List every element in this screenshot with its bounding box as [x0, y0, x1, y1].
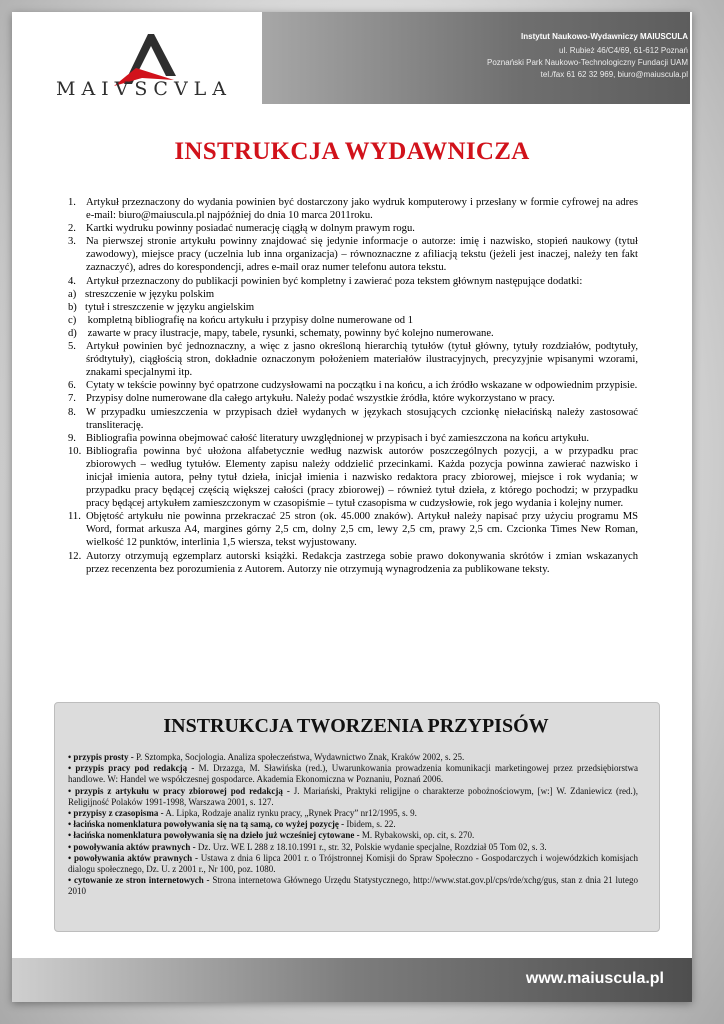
item-text: Kartki wydruku powinny posiadać numerację ciągłą w dolnym prawym rogu. [86, 223, 415, 235]
item-text: Autorzy otrzymują egzemplarz autorski książki. Redakcja zastrzega sobie prawo dokonywania skrótów i zmian wskazanych przez recenzenta bez porozumienia z Autorem. Autorzy nie otrzymują wynagrodzenia za publikowane teksty. [86, 550, 638, 575]
contact-line: tel./fax 61 62 32 969, biuro@maiuscula.pl [540, 70, 688, 79]
footnote-text: Ibidem, s. 22. [344, 819, 396, 830]
item-text: Objętość artykułu nie powinna przekraczać 25 stron (ok. 45.000 znaków). Artykuł należy napisać przy użyciu programu MS Word, format arkusza A4, margines górny 2,5 cm, dolny 2,5 cm, lewy 2,5 cm, prawy 2,5 cm. Czcionka Times New Roman, wielkość 12 punktów, interlinia 1,5 wiersza, tekst wyjustowany. [86, 511, 638, 549]
footnote-text: M. Drzazga, M. Sławińska (red.), Uwarunkowania prowadzenia komunikacji marketingowej przez przedsiębiorstwa handlowe. W: Handel we współczesnej gospodarce. Akademia Ekonomiczna w Poznaniu, Poznań 2006. [68, 763, 638, 785]
footnotes-list [68, 752, 638, 898]
sub-list-item [68, 314, 638, 327]
item-number: 2. [68, 223, 76, 235]
sub-text: kompletną bibliografię na końcu artykułu i przypisy dolne numerowane od 1 [85, 314, 414, 326]
footnote-entry [68, 830, 638, 841]
address-line: Poznański Park Naukowo-Technologiczny Fundacji UAM [487, 58, 688, 67]
footnote-key: • łacińska nomenklatura powoływania się na tą samą, co wyżej pozycję - [68, 819, 345, 830]
institute-name: Instytut Naukowo-Wydawniczy MAIUSCULA [521, 32, 688, 41]
sub-label: d) [68, 327, 77, 339]
item-text: Artykuł przeznaczony do wydania powinien być dostarczony jako wydruk komputerowy i przesłany w formie cyfrowej na adres e-mail: biuro@maiuscula.pl najpóźniej do dnia 10 marca 2011roku. [86, 197, 638, 222]
sub-text: streszczenie w języku polskim [85, 288, 215, 300]
footnote-key: • powoływania aktów prawnych - [68, 841, 196, 852]
list-item [68, 196, 638, 222]
item-number: 4. [68, 275, 76, 287]
footnote-text: Dz. Urz. WE L 288 z 18.10.1991 r., str. 32, Polskie wydanie specjalne, Rozdział 05 Tom 02, s. 3. [195, 841, 547, 852]
footnote-text: P. Sztompka, Socjologia. Analiza społeczeństwa, Wydawnictwo Znak, Kraków 2002, s. 25. [133, 752, 465, 762]
list-item [68, 340, 638, 379]
item-number: 5. [68, 341, 76, 353]
footer-website-link[interactable]: www.maiuscula.pl [525, 970, 664, 987]
footnotes-title: INSTRUKCJA TWORZENIA PRZYPISÓW [163, 715, 549, 737]
footnote-key: • powoływania aktów prawnych - [68, 852, 198, 863]
footnote-entry [68, 786, 638, 808]
item-text: Cytaty w tekście powinny być opatrzone cudzysłowami na początku i na końcu, a ich źródło wskazane w odpowiednim przypisie. [86, 380, 638, 392]
footnote-text: J. Mariański, Praktyki religijne o charakterze pobożnościowym, [w:] W. Zdaniewicz (red.), Religijność Polaków 1991-1998, Warszawa 2001, s. 127. [68, 785, 639, 807]
footnote-key: • przypis pracy pod redakcją - [68, 763, 195, 774]
footnote-key: • przypisy z czasopisma - [68, 808, 164, 819]
sub-list-item [68, 301, 638, 314]
footnote-entry [68, 819, 638, 830]
sub-text: zawarte w pracy ilustracje, mapy, tabele, rysunki, schematy, powinny być kolejno numerowane. [85, 327, 494, 339]
footnote-key: • przypis prosty - [68, 752, 134, 762]
item-number: 8. [68, 406, 76, 418]
item-number: 10. [68, 445, 82, 457]
list-item [68, 510, 638, 549]
list-item [68, 222, 638, 235]
item-text: Bibliografia powinna być ułożona alfabetycznie według nazwisk autorów poszczególnych pozycji, a w przypadku prac zbiorowych – według tytułów. Elementy zapisu należy oddzielić przecinkami. Każda pozycja powinna zawierać nazwisko i inicjał imienia autora, pełny tytuł dzieła, inicjał imienia i nazwisko redaktora pracy zbiorowej, miejsce i rok wydania; w przypadku pracy będącej częścią większej całości (pracy zbiorowej) – również tytuł dzieła, z którego pochodzi; w przypadku pracy będącej artykułem zamieszczonym w czasopiśmie – tytuł czasopisma w cudzysłowie, rok jego wydania i kolejny numer. [86, 445, 638, 510]
footnote-key: • łacińska nomenklatura powoływania się na dzieło już wcześniej cytowane - [68, 830, 360, 841]
logo-wordmark: MAIVSCVLA [56, 78, 233, 100]
sub-text: tytuł i streszczenie w języku angielskim [85, 301, 255, 313]
footnote-text: A. Lipka, Rodzaje analiz rynku pracy, „Rynek Pracy” nr12/1995, s. 9. [163, 808, 417, 819]
footnote-entry [68, 763, 638, 785]
page-title: INSTRUKCJA WYDAWNICZA [174, 138, 530, 165]
footnote-entry [68, 875, 638, 897]
item-text: Artykuł przeznaczony do publikacji powinien być kompletny i zawierać poza tekstem głównym następujące dodatki: [86, 275, 583, 287]
sub-label: b) [68, 301, 77, 313]
list-item [68, 406, 638, 432]
footnote-entry [68, 853, 638, 875]
list-item [68, 235, 638, 274]
footnote-entry [68, 752, 638, 763]
list-item [68, 550, 638, 576]
footnote-entry [68, 808, 638, 819]
sub-label: c) [68, 314, 77, 326]
item-text: Na pierwszej stronie artykułu powinny znajdować się jedynie informacje o autorze: imię i nazwisko, stopień naukowy (tytuł zawodowy), miejsce pracy (uczelnia lub inna organizacja) – równoznaczne z afiliacją tekstu (jeżeli jest inaczej, należy ten fakt zaznaczyć), adres do korespondencji, adres e-mail oraz numer telefonu autora tekstu. [86, 236, 638, 274]
footnote-key: • przypis z artykułu w pracy zbiorowej pod redakcją - [68, 785, 290, 796]
footnote-entry [68, 842, 638, 853]
item-number: 11. [68, 511, 81, 523]
footnote-text: Ustawa z dnia 6 lipca 2001 r. o Trójstronnej Komisji do Spraw Społeczno - Gospodarczych i wojewódzkich komisjach dialogu społecznego, Dz. U. z 2001 r., Nr 100, poz. 1080. [68, 852, 638, 875]
item-number: 7. [68, 393, 76, 405]
item-number: 6. [68, 380, 76, 392]
item-number: 3. [68, 236, 76, 248]
sub-list-item [68, 327, 638, 340]
list-item [68, 445, 638, 510]
item-number: 1. [68, 197, 76, 208]
item-number: 9. [68, 432, 76, 444]
item-number: 12. [68, 550, 82, 562]
list-item [68, 392, 638, 405]
item-text: Artykuł powinien być jednoznaczny, a więc z jasno określoną hierarchią tytułów (tytuł główny, tytuły rozdziałów, podtytuły, śródtytuły), ciągłością stron, dokładnie oznaczonym położeniem materiałów ilustracyjnych, precyzyjnie wpisanymi wzorami, znakami specjalnymi itp. [86, 341, 638, 379]
sub-list-item [68, 288, 638, 301]
item-text: W przypadku umieszczenia w przypisach dzieł wydanych w językach stosujących czcionkę niełacińską należy zastosować transliterację. [86, 406, 638, 431]
list-item [68, 379, 638, 392]
list-item [68, 275, 638, 288]
address-line: ul. Rubież 46/C4/69, 61-612 Poznań [559, 46, 688, 55]
sub-label: a) [68, 288, 77, 300]
item-text: Przypisy dolne numerowane dla całego artykułu. Należy podać wszystkie źródła, które wykorzystano w pracy. [86, 393, 555, 405]
list-item [68, 432, 638, 445]
instructions-list [68, 196, 638, 576]
footnote-text: Strona internetowa Głównego Urzędu Statystycznego, http://www.stat.gov.pl/cps/rde/xchg/gus, stan z dnia 21 lutego 2010 [68, 875, 638, 897]
footnote-text: M. Rybakowski, op. cit, s. 270. [359, 830, 475, 841]
footnote-key: • cytowanie ze stron internetowych - [68, 875, 210, 886]
item-text: Bibliografia powinna obejmować całość literatury uwzględnionej w przypisach i być zamieszczona na końcu artykułu. [86, 432, 590, 444]
